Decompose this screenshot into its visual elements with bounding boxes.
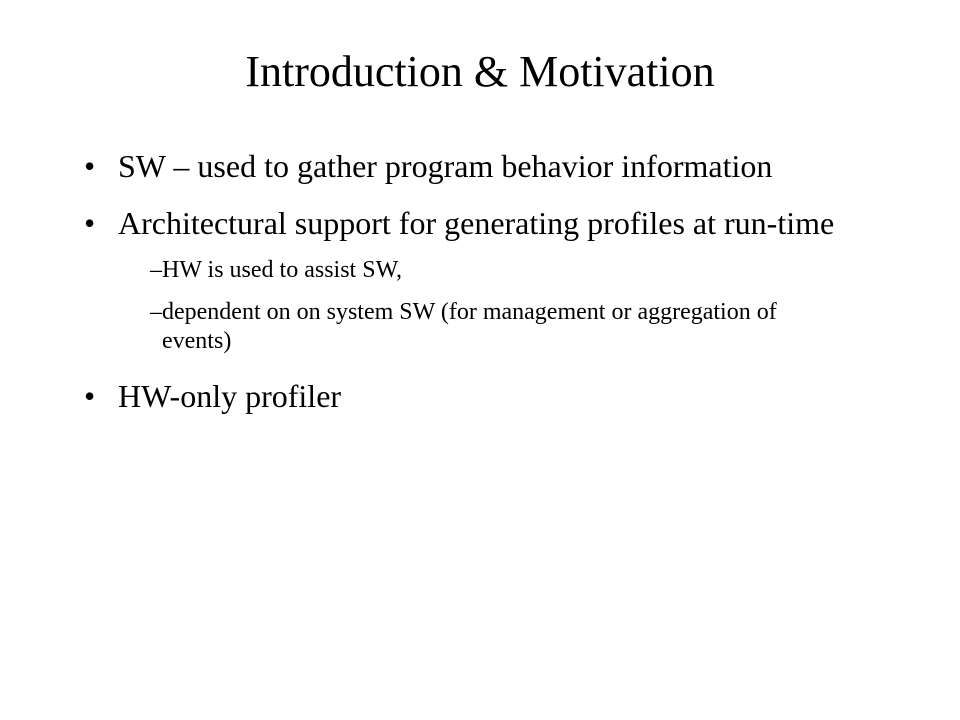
bullet-item xyxy=(80,378,840,415)
bullet-text: SW – used to gather program behavior information xyxy=(118,148,773,184)
sub-bullet-list xyxy=(80,256,840,356)
sub-bullet-marker: – xyxy=(150,257,162,283)
sub-bullet-item xyxy=(80,256,840,285)
bullet-item xyxy=(80,205,840,242)
bullet-text: HW-only profiler xyxy=(118,378,342,414)
bullet-text: Architectural support for generating profiles at run-time xyxy=(118,205,835,241)
bullet-marker: • xyxy=(84,205,96,241)
sub-bullet-item xyxy=(80,298,840,356)
bullet-item xyxy=(80,148,840,185)
sub-bullet-text: dependent on on system SW (for management or aggregation of events) xyxy=(162,299,777,354)
sub-bullet-text: HW is used to assist SW, xyxy=(162,257,403,283)
bullet-marker: • xyxy=(84,148,96,184)
bullet-marker: • xyxy=(84,378,96,414)
sub-bullet-marker: – xyxy=(150,299,162,325)
slide-body xyxy=(80,148,840,435)
slide-title: Introduction & Motivation xyxy=(245,47,715,96)
